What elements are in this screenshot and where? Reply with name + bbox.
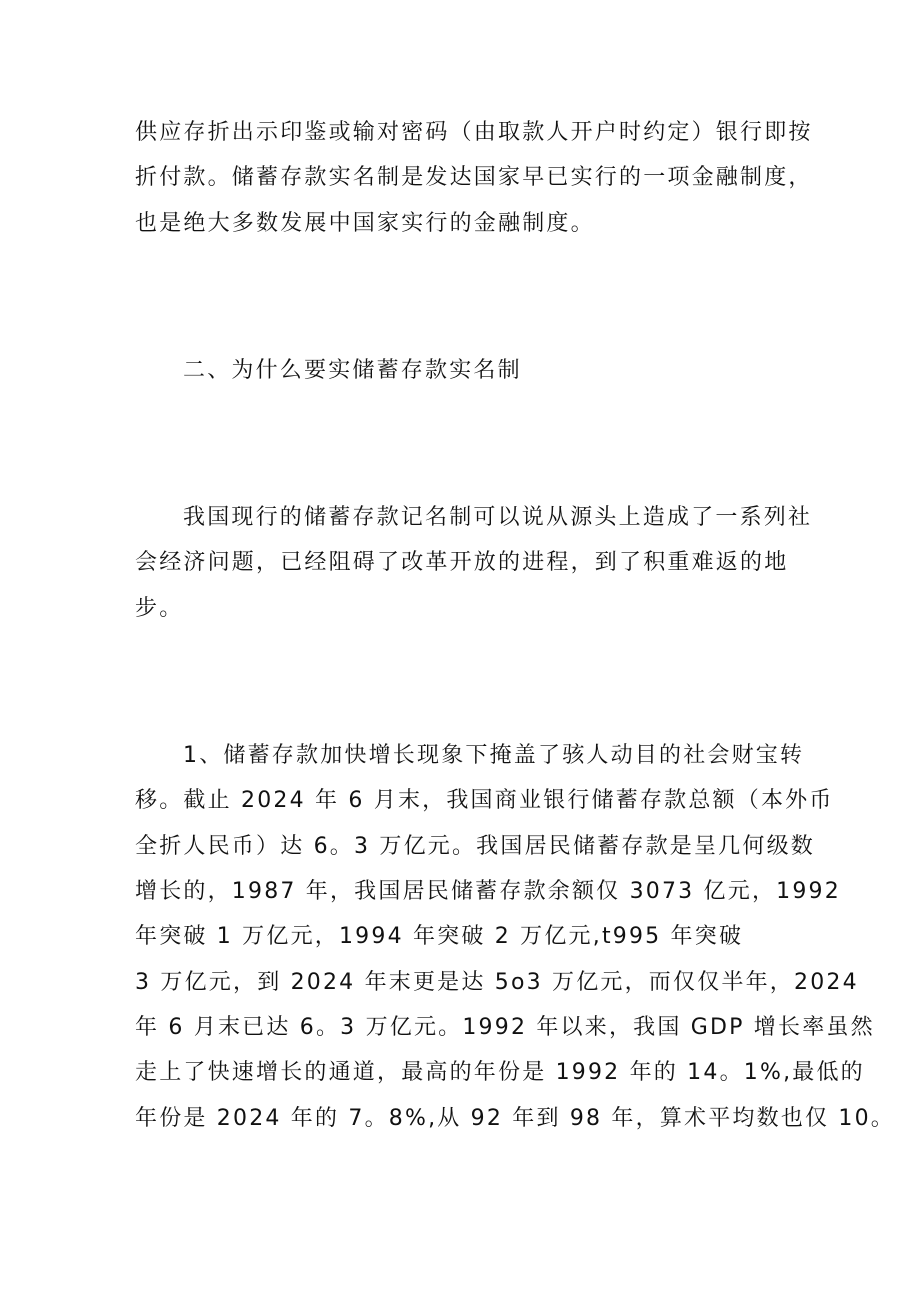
paragraph-line: 1、储蓄存款加快增长现象下掩盖了骇人动目的社会财宝转 bbox=[183, 743, 805, 768]
paragraph-line: 3 万亿元，到 2024 年末更是达 5o3 万亿元，而仅仅半年，2024 bbox=[135, 970, 859, 995]
section-heading: 二、为什么要实储蓄存款实名制 bbox=[183, 358, 522, 383]
paragraph-line: 我国现行的储蓄存款记名制可以说从源头上造成了一系列社 bbox=[183, 505, 813, 530]
paragraph-line: 增长的，1987 年，我国居民储蓄存款余额仅 3073 亿元，1992 bbox=[135, 879, 841, 904]
paragraph-line: 会经济问题，已经阻碍了改革开放的进程，到了积重难返的地 bbox=[135, 550, 789, 575]
paragraph-line: 全折人民币）达 6。3 万亿元。我国居民储蓄存款是呈几何级数 bbox=[135, 834, 815, 859]
paragraph-line: 年份是 2024 年的 7。8%,从 92 年到 98 年，算术平均数也仅 10。 bbox=[135, 1106, 896, 1131]
paragraph-line: 折付款。储蓄存款实名制是发达国家早已实行的一项金融制度， bbox=[135, 165, 813, 190]
paragraph-line: 步。 bbox=[135, 596, 184, 621]
paragraph-line: 走上了快速增长的通道，最高的年份是 1992 年的 14。1%,最低的 bbox=[135, 1060, 865, 1085]
paragraph-line: 移。截止 2024 年 6 月末，我国商业银行储蓄存款总额（本外币 bbox=[135, 788, 834, 813]
paragraph-line: 年突破 1 万亿元，1994 年突破 2 万亿元,t995 年突破 bbox=[135, 924, 744, 949]
paragraph-line: 年 6 月末已达 6。3 万亿元。1992 年以来，我国 GDP 增长率虽然 bbox=[135, 1015, 875, 1040]
paragraph-line: 供应存折出示印鉴或输对密码（由取款人开户时约定）银行即按 bbox=[135, 120, 813, 145]
paragraph-line: 也是绝大多数发展中国家实行的金融制度。 bbox=[135, 211, 595, 236]
